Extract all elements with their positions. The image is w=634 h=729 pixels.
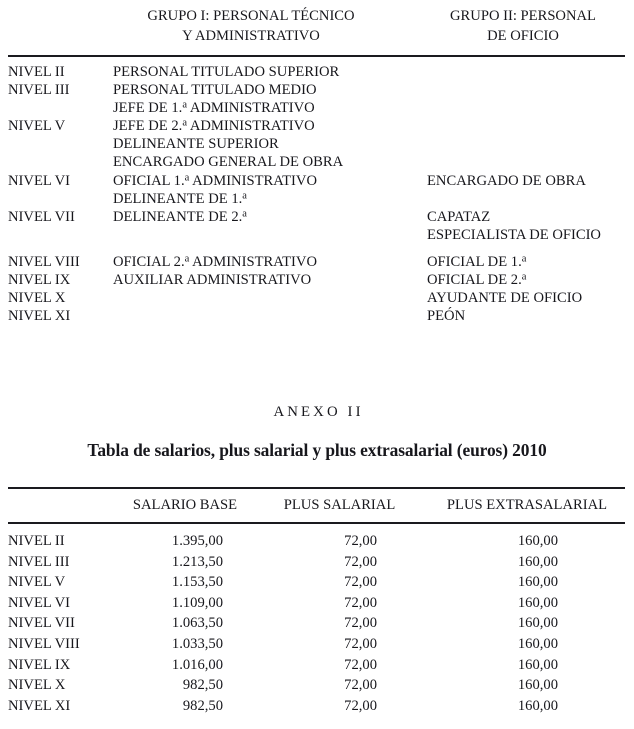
group-header-2-line-2: DE OFICIO — [487, 28, 559, 44]
category-group1-label: DELINEANTE DE 1.$^a$ — [113, 190, 247, 207]
category-level-label: NIVEL VII — [8, 208, 75, 225]
plus-extrasalarial-value: 160,00 — [517, 677, 558, 694]
salary-table-header-rule — [8, 522, 625, 524]
salary-table-top-rule — [8, 487, 625, 489]
category-group2-label: OFICIAL DE 2.$^a$ — [427, 271, 527, 288]
category-group2-label: CAPATAZ — [427, 208, 491, 225]
group-header-1 — [86, 6, 416, 46]
category-level-label: NIVEL IX — [8, 271, 71, 288]
group-header-2-line-1: GRUPO II: PERSONAL — [450, 8, 596, 24]
category-row — [0, 172, 634, 190]
plus-extrasalarial-value: 160,00 — [517, 553, 558, 570]
salary-row — [0, 696, 634, 717]
salary-base-value: 1.063,50 — [171, 615, 223, 632]
category-level-label: NIVEL XI — [8, 308, 71, 325]
category-row — [0, 63, 634, 81]
group-header-1-line-1: GRUPO I: PERSONAL TÉCNICO — [147, 8, 355, 24]
salary-table-header — [0, 495, 634, 516]
salary-level-label: NIVEL XI — [8, 697, 71, 714]
category-level-label: NIVEL X — [8, 290, 66, 307]
category-group2-label: ESPECIALISTA DE OFICIO — [427, 226, 601, 243]
category-row — [0, 289, 634, 307]
salary-base-value: 1.213,50 — [171, 553, 223, 570]
category-group2-label: OFICIAL DE 1.$^a$ — [427, 253, 527, 270]
category-group1-label: DELINEANTE DE 2.$^a$ — [113, 208, 247, 225]
salary-row — [0, 572, 634, 593]
category-group1-label: DELINEANTE SUPERIOR — [113, 136, 279, 153]
salary-row — [0, 613, 634, 634]
category-group1-label: PERSONAL TITULADO SUPERIOR — [113, 64, 340, 80]
salary-level-label: NIVEL IX — [8, 656, 71, 673]
category-group1-label: JEFE DE 2.$^a$ ADMINISTRATIVO — [113, 117, 315, 135]
category-group1-label: OFICIAL 1.$^a$ ADMINISTRATIVO — [113, 172, 317, 189]
salary-row — [0, 655, 634, 676]
salary-row — [0, 531, 634, 552]
plus-salarial-value: 72,00 — [344, 594, 377, 611]
category-level-label: NIVEL VI — [8, 172, 71, 189]
category-group1-label: PERSONAL TITULADO MEDIO — [113, 82, 317, 99]
category-row — [0, 307, 634, 325]
categories-table-top-rule — [8, 55, 625, 57]
category-group2-label: AYUDANTE DE OFICIO — [427, 290, 583, 307]
anexo-title: ANEXO II — [273, 404, 364, 420]
salary-row — [0, 675, 634, 696]
plus-salarial-value: 72,00 — [344, 656, 377, 673]
salary-level-label: NIVEL II — [8, 533, 65, 549]
plus-extrasalarial-value: 160,00 — [517, 697, 558, 714]
salary-base-value: 982,50 — [182, 697, 223, 714]
category-group2-label: PEÓN — [427, 308, 466, 325]
category-level-label: NIVEL II — [8, 64, 65, 80]
category-row — [0, 271, 634, 289]
salary-table-body — [0, 531, 634, 716]
salary-base-value: 1.033,50 — [171, 635, 223, 652]
salary-level-label: NIVEL VI — [8, 594, 71, 611]
salary-base-value: 1.109,00 — [171, 594, 223, 611]
group-header-2 — [416, 6, 630, 46]
category-level-label: NIVEL VIII — [8, 253, 80, 270]
salary-base-value: 982,50 — [182, 677, 223, 694]
column-header-plus-extrasalarial: PLUS EXTRASALARIAL — [446, 497, 608, 513]
category-row — [0, 81, 634, 99]
plus-salarial-value: 72,00 — [344, 533, 377, 549]
plus-salarial-value: 72,00 — [344, 677, 377, 694]
plus-salarial-value: 72,00 — [344, 553, 377, 570]
category-row — [0, 253, 634, 271]
column-header-plus-salarial: PLUS SALARIAL — [283, 497, 396, 513]
category-group1-label: AUXILIAR ADMINISTRATIVO — [113, 271, 312, 288]
salary-level-label: NIVEL VII — [8, 615, 75, 632]
category-row — [0, 153, 634, 171]
salary-level-label: NIVEL VIII — [8, 635, 80, 652]
salary-base-value: 1.016,00 — [171, 656, 223, 673]
plus-salarial-value: 72,00 — [344, 574, 377, 591]
salary-row — [0, 552, 634, 573]
salary-row — [0, 593, 634, 614]
plus-salarial-value: 72,00 — [344, 635, 377, 652]
column-header-salario-base: SALARIO BASE — [132, 497, 238, 513]
salary-row — [0, 634, 634, 655]
plus-extrasalarial-value: 160,00 — [517, 656, 558, 673]
category-row — [0, 226, 634, 253]
category-row — [0, 190, 634, 208]
category-group1-label: OFICIAL 2.$^a$ ADMINISTRATIVO — [113, 253, 317, 270]
group-header-1-line-2: Y ADMINISTRATIVO — [182, 28, 320, 44]
category-level-label: NIVEL III — [8, 82, 70, 99]
category-row — [0, 99, 634, 117]
category-group1-label: ENCARGADO GENERAL DE OBRA — [113, 154, 344, 171]
salary-base-value: 1.153,50 — [171, 574, 223, 591]
category-row — [0, 135, 634, 153]
salary-level-label: NIVEL X — [8, 677, 66, 694]
category-group2-label: ENCARGADO DE OBRA — [427, 172, 586, 189]
category-group1-label: JEFE DE 1.$^a$ ADMINISTRATIVO — [113, 99, 315, 117]
salary-base-value: 1.395,00 — [171, 533, 223, 549]
plus-extrasalarial-value: 160,00 — [517, 533, 558, 549]
category-level-label: NIVEL V — [8, 118, 66, 135]
salary-level-label: NIVEL V — [8, 574, 66, 591]
plus-extrasalarial-value: 160,00 — [517, 615, 558, 632]
anexo-subtitle: Tabla de salarios, plus salarial y plus extrasalarial (euros) 2010 — [87, 440, 547, 460]
plus-extrasalarial-value: 160,00 — [517, 574, 558, 591]
salary-level-label: NIVEL III — [8, 553, 70, 570]
plus-extrasalarial-value: 160,00 — [517, 594, 558, 611]
category-row — [0, 208, 634, 226]
categories-table — [0, 63, 634, 325]
plus-salarial-value: 72,00 — [344, 697, 377, 714]
plus-salarial-value: 72,00 — [344, 615, 377, 632]
plus-extrasalarial-value: 160,00 — [517, 635, 558, 652]
category-row — [0, 117, 634, 135]
